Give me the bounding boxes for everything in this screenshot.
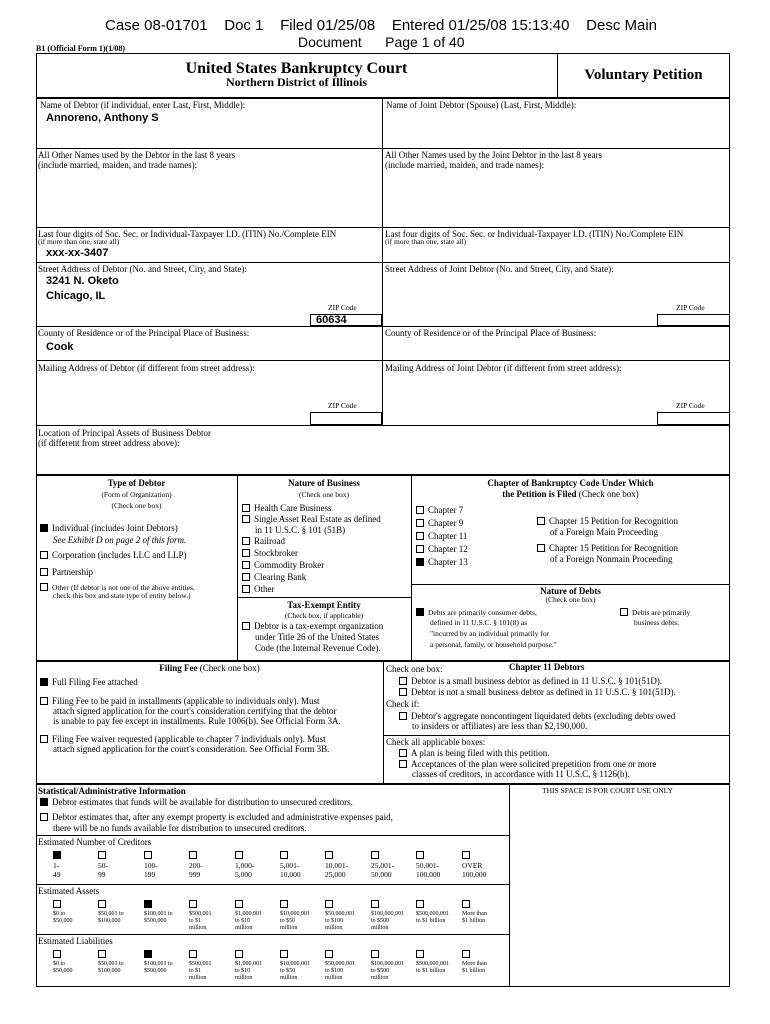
other-entity-option[interactable]: Other (If debtor is not one of the above entities,	[40, 583, 195, 594]
creditors-range-label: 50,000	[371, 870, 392, 879]
creditors-label: Estimated Number of Creditors	[38, 837, 152, 847]
tax-exempt-option[interactable]: Debtor is a tax-exempt organization	[242, 621, 383, 632]
funds-available-option[interactable]: Debtor estimates that funds will be available for distribution to unsecured creditors.	[40, 797, 353, 808]
individual-checkbox[interactable]	[40, 524, 48, 532]
street-address-label: Street Address of Debtor (No. and Street, City, and State):	[38, 264, 247, 274]
liabilities-range-checkbox[interactable]	[416, 950, 424, 958]
zip-field[interactable]: 60634	[316, 314, 347, 326]
chapter-15-main-checkbox[interactable]	[537, 517, 545, 525]
creditors-range-label: 99	[98, 870, 106, 879]
chapter-15-nonmain-line2: of a Foreign Nonmain Proceeding	[550, 554, 673, 564]
chapter-15-nonmain-checkbox[interactable]	[537, 544, 545, 552]
consumer-debts-checkbox[interactable]	[416, 608, 424, 616]
creditors-range-checkbox[interactable]	[462, 851, 470, 859]
consumer-debts-option[interactable]: Debts are primarily consumer debts,	[416, 608, 537, 619]
assets-range-checkbox[interactable]	[189, 900, 197, 908]
nature-of-business-sub: (Check one box)	[299, 490, 349, 499]
liabilities-range-label: million	[325, 975, 343, 981]
single-asset-cite: in 11 U.S.C. § 101 (51B)	[255, 525, 346, 535]
zip-label: ZIP Code	[328, 303, 357, 312]
tax-exempt-line3: Code (the Internal Revenue Code).	[255, 643, 381, 653]
ch11-check-one: Check one box:	[386, 664, 443, 674]
fee-waiver-option[interactable]: Filing Fee waiver requested (applicable to chapter 7 individuals only). Must	[40, 734, 326, 745]
full-fee-option[interactable]: Full Filing Fee attached	[40, 677, 138, 688]
liabilities-range-label: to $1	[189, 968, 202, 974]
assets-range-label: $500,001	[189, 911, 212, 917]
creditors-range-checkbox[interactable]	[189, 851, 197, 859]
individual-option[interactable]: Individual (includes Joint Debtors)	[40, 523, 178, 534]
single-asset-option[interactable]: Single Asset Real Estate as defined	[242, 514, 381, 525]
assets-range-label: to $10	[235, 918, 251, 924]
assets-label: Estimated Assets	[38, 886, 100, 896]
joint-county-label: County of Residence or of the Principal Place of Business:	[385, 328, 597, 338]
small-business-option[interactable]: Debtor is a small business debtor as defined in 11 U.S.C. § 101(51D).	[399, 676, 662, 687]
court-name: United States Bankruptcy Court	[185, 60, 408, 77]
consumer-debts-line4: a personal, family, or household purpose."	[430, 640, 557, 649]
assets-range-label: $100,000	[98, 918, 121, 924]
creditors-range-checkbox[interactable]	[280, 851, 288, 859]
chapter-15-main-option[interactable]: Chapter 15 Petition for Recognition	[537, 516, 678, 527]
creditors-range-label: 200-	[189, 861, 203, 870]
liabilities-range-label: to $50	[280, 968, 296, 974]
form-id: B1 (Official Form 1)(1/08)	[36, 44, 126, 53]
liabilities-range-label: to $500	[371, 968, 390, 974]
chapter-title-2: the Petition is Filed (Check one box)	[502, 489, 639, 499]
assets-range-label: million	[371, 925, 389, 931]
acceptances-line2: classes of creditors, in accordance with 11 U.S.C. § 1126(b).	[412, 769, 630, 779]
assets-range-checkbox[interactable]	[462, 900, 470, 908]
business-debts-checkbox[interactable]	[620, 608, 628, 616]
creditors-range-checkbox[interactable]	[144, 851, 152, 859]
location-assets-label-2: (if different from street address above):	[38, 438, 180, 448]
railroad-option[interactable]: Railroad	[242, 536, 285, 547]
liabilities-range-label: million	[235, 975, 253, 981]
single-asset-checkbox[interactable]	[242, 515, 250, 523]
chapter-12-option[interactable]: Chapter 12	[416, 544, 468, 555]
assets-range-label: to $500	[371, 918, 390, 924]
liabilities-range-label: $50,000	[53, 968, 73, 974]
creditors-range-label: 49	[53, 870, 61, 879]
aggregate-debts-checkbox[interactable]	[399, 712, 407, 720]
liabilities-range-label: $500,001	[189, 961, 212, 967]
creditors-range-checkbox[interactable]	[98, 851, 106, 859]
not-small-business-checkbox[interactable]	[399, 688, 407, 696]
other-business-option[interactable]: Other	[242, 584, 275, 595]
other-entity-checkbox[interactable]	[40, 583, 48, 591]
joint-mailing-zip-label: ZIP Code	[676, 401, 705, 410]
liabilities-range-label: More than	[462, 961, 487, 967]
full-fee-checkbox[interactable]	[40, 678, 48, 686]
liabilities-label: Estimated Liabilities	[38, 936, 113, 946]
creditors-range-checkbox[interactable]	[325, 851, 333, 859]
joint-ssn-sub-label: (if more than one, state all)	[385, 237, 467, 246]
liabilities-range-label: to $1 billion	[416, 968, 446, 974]
assets-range-label: million	[189, 925, 207, 931]
exhibit-d-note: See Exhibit D on page 2 of this form.	[53, 535, 187, 545]
installments-line3: is unable to pay fee except in installments. Rule 1006(b). See Official Form 3A.	[53, 716, 341, 726]
creditors-range-label: 5,000	[235, 870, 252, 879]
location-assets-label: Location of Principal Assets of Business Debtor	[38, 428, 211, 438]
chapter-15-nonmain-option[interactable]: Chapter 15 Petition for Recognition	[537, 543, 678, 554]
joint-other-names-label-2: (include married, maiden, and trade names):	[385, 160, 545, 170]
commodity-broker-checkbox[interactable]	[242, 561, 250, 569]
ssn-label: Last four digits of Soc. Sec. or Individual-Taxpayer I.D. (ITIN) No./Complete EIN	[38, 229, 337, 239]
assets-range-label: $10,000,001	[280, 911, 310, 917]
creditors-range-checkbox[interactable]	[235, 851, 243, 859]
health-care-option[interactable]: Health Care Business	[242, 503, 331, 514]
mailing-zip-field[interactable]	[310, 412, 382, 425]
creditors-range-label: 5,001-	[280, 861, 300, 870]
other-names-label: All Other Names used by the Debtor in the last 8 years	[38, 150, 236, 160]
aggregate-debts-option[interactable]: Debtor's aggregate noncontingent liquidated debts (excluding debts owed	[399, 711, 675, 722]
joint-ssn-label: Last four digits of Soc. Sec. or Individual-Taxpayer I.D. (ITIN) No./Complete EIN	[385, 229, 684, 239]
tax-exempt-line2: under Title 26 of the United States	[255, 632, 379, 642]
consumer-debts-line2: defined in 11 U.S.C. § 101(8) as	[430, 618, 528, 627]
creditors-range-checkbox[interactable]	[53, 851, 61, 859]
assets-range-label: $50,000,001	[325, 911, 355, 917]
chapter-7-option[interactable]: Chapter 7	[416, 505, 463, 516]
assets-range-label: $100,000,001	[371, 911, 404, 917]
chapter-15-main-line2: of a Foreign Main Proceeding	[550, 527, 658, 537]
creditors-range-label: OVER	[462, 861, 483, 870]
assets-range-label: million	[280, 925, 298, 931]
creditors-range-label: 25,000	[325, 870, 346, 879]
joint-zip-label: ZIP Code	[676, 303, 705, 312]
assets-range-label: $0 to	[53, 911, 66, 917]
corporation-option[interactable]: Corporation (includes LLC and LLP)	[40, 550, 186, 561]
creditors-range-label: 100,000	[462, 870, 487, 879]
aggregate-debts-line2: to insiders or affiliates) are less than $2,190,000.	[412, 721, 588, 731]
assets-range-checkbox[interactable]	[144, 900, 152, 908]
liabilities-range-checkbox[interactable]	[280, 950, 288, 958]
creditors-range-label: 999	[189, 870, 201, 879]
liabilities-range-label: $50,000,001	[325, 961, 355, 967]
no-funds-checkbox[interactable]	[40, 813, 48, 821]
liabilities-range-label: $500,000	[144, 968, 167, 974]
joint-mailing-address-label: Mailing Address of Joint Debtor (if different from street address):	[385, 363, 622, 373]
assets-range-checkbox[interactable]	[416, 900, 424, 908]
ch11-check-all: Check all applicable boxes:	[386, 737, 486, 747]
mailing-address-label: Mailing Address of Debtor (if different from street address):	[38, 363, 255, 373]
liabilities-range-label: to $10	[235, 968, 251, 974]
liabilities-range-label: $50,001 to	[98, 961, 124, 967]
joint-mailing-zip-field[interactable]	[657, 412, 730, 425]
assets-range-label: million	[235, 925, 253, 931]
liabilities-range-checkbox[interactable]	[371, 950, 379, 958]
ssn-sub-label: (if more than one, state all)	[38, 237, 120, 246]
voluntary-petition-title: Voluntary Petition	[584, 67, 703, 83]
chapter-9-checkbox[interactable]	[416, 519, 424, 527]
liabilities-range-label: $1 billion	[462, 968, 486, 974]
assets-range-label: More than	[462, 911, 487, 917]
creditors-range-label: 100-	[144, 861, 158, 870]
chapter-9-option[interactable]: Chapter 9	[416, 518, 463, 529]
court-use-label: THIS SPACE IS FOR COURT USE ONLY	[542, 786, 673, 795]
not-small-business-option[interactable]: Debtor is not a small business debtor as defined in 11 U.S.C. § 101(51D).	[399, 687, 676, 698]
liabilities-range-label: $100,000,001	[371, 961, 404, 967]
installments-checkbox[interactable]	[40, 697, 48, 705]
creditors-range-label: 50,001-	[416, 861, 440, 870]
chapter-11-checkbox[interactable]	[416, 532, 424, 540]
other-entity-note: check this box and state type of entity below.)	[53, 591, 191, 600]
plan-filed-checkbox[interactable]	[399, 749, 407, 757]
tax-exempt-title: Tax-Exempt Entity	[287, 600, 361, 610]
creditors-range-label: 50-	[98, 861, 108, 870]
county-label: County of Residence or of the Principal Place of Business:	[38, 328, 250, 338]
ssn-field[interactable]: xxx-xx-3407	[46, 247, 109, 259]
clearing-bank-checkbox[interactable]	[242, 573, 250, 581]
creditors-range-label: 10,000	[280, 870, 301, 879]
assets-range-label: $1,000,001	[235, 911, 262, 917]
debtor-name-label: Name of Debtor (if individual, enter Last, First, Middle):	[40, 100, 246, 110]
liabilities-range-label: $100,000	[98, 968, 121, 974]
ch11-debtors-title: Chapter 11 Debtors	[509, 662, 585, 672]
funds-available-checkbox[interactable]	[40, 798, 48, 806]
type-of-debtor-title: Type of Debtor	[107, 478, 166, 488]
type-of-debtor-sub2: (Check one box)	[111, 501, 162, 510]
debtor-name-field[interactable]: Annoreno, Anthony S	[46, 112, 159, 124]
liabilities-range-checkbox[interactable]	[144, 950, 152, 958]
no-funds-line2: there will be no funds available for distribution to unsecured creditors.	[53, 823, 307, 833]
street-address-line2[interactable]: Chicago, IL	[46, 290, 106, 302]
chapter-13-option[interactable]: Chapter 13	[416, 557, 468, 568]
case-header-line: Case 08-01701 Doc 1 Filed 01/25/08 Entered 01/25/08 15:13:40 Desc Main	[105, 17, 658, 34]
creditors-range-label: 100,000	[416, 870, 441, 879]
creditors-range-label: 1,000-	[235, 861, 255, 870]
joint-other-names-label: All Other Names used by the Joint Debtor in the last 8 years	[385, 150, 602, 160]
assets-range-label: to $50	[280, 918, 296, 924]
liabilities-range-label: million	[280, 975, 298, 981]
chapter-title: Chapter of Bankruptcy Code Under Which	[487, 478, 654, 488]
business-debts-line2: business debts.	[634, 618, 679, 627]
liabilities-range-checkbox[interactable]	[189, 950, 197, 958]
consumer-debts-line3: "incurred by an individual primarily for	[430, 629, 550, 638]
liabilities-range-label: $10,000,001	[280, 961, 310, 967]
joint-zip-field[interactable]	[657, 314, 730, 326]
assets-range-label: to $1	[189, 918, 202, 924]
type-of-debtor-sub1: (Form of Organization)	[101, 490, 172, 499]
assets-range-label: $500,000,001	[416, 911, 449, 917]
assets-range-label: million	[325, 925, 343, 931]
plan-filed-option[interactable]: A plan is being filed with this petition.	[399, 748, 550, 759]
chapter-13-checkbox[interactable]	[416, 558, 424, 566]
assets-range-label: $1 billion	[462, 918, 486, 924]
chapter-7-checkbox[interactable]	[416, 506, 424, 514]
assets-range-label: $50,001 to	[98, 911, 124, 917]
creditors-range-checkbox[interactable]	[371, 851, 379, 859]
liabilities-range-label: million	[371, 975, 389, 981]
county-field[interactable]: Cook	[46, 341, 74, 353]
other-business-checkbox[interactable]	[242, 585, 250, 593]
chapter-11-option[interactable]: Chapter 11	[416, 531, 467, 542]
nature-of-business-title: Nature of Business	[288, 478, 360, 488]
assets-range-checkbox[interactable]	[280, 900, 288, 908]
acceptances-option[interactable]: Acceptances of the plan were solicited prepetition from one or more	[399, 759, 656, 770]
liabilities-range-label: to $100	[325, 968, 344, 974]
partnership-checkbox[interactable]	[40, 568, 48, 576]
railroad-checkbox[interactable]	[242, 537, 250, 545]
filing-fee-title: Filing Fee (Check one box)	[159, 663, 260, 673]
creditors-range-label: 10,001-	[325, 861, 349, 870]
health-care-checkbox[interactable]	[242, 504, 250, 512]
liabilities-range-label: million	[189, 975, 207, 981]
assets-range-checkbox[interactable]	[325, 900, 333, 908]
joint-debtor-name-label: Name of Joint Debtor (Spouse) (Last, First, Middle):	[386, 100, 577, 110]
creditors-range-checkbox[interactable]	[416, 851, 424, 859]
tax-exempt-sub: (Check box, if applicable)	[284, 611, 364, 620]
liabilities-range-checkbox[interactable]	[235, 950, 243, 958]
fee-waiver-checkbox[interactable]	[40, 735, 48, 743]
business-debts-option[interactable]: Debts are primarily	[620, 608, 690, 619]
stockbroker-checkbox[interactable]	[242, 549, 250, 557]
assets-range-label: $500,000	[144, 918, 167, 924]
assets-range-label: to $100	[325, 918, 344, 924]
tax-exempt-checkbox[interactable]	[242, 622, 250, 630]
stockbroker-option[interactable]: Stockbroker	[242, 548, 298, 559]
ch11-check-if: Check if:	[386, 699, 420, 709]
clearing-bank-option[interactable]: Clearing Bank	[242, 572, 306, 583]
document-page-line: Document Page 1 of 40	[298, 34, 465, 50]
other-names-label-2: (include married, maiden, and trade names):	[38, 160, 198, 170]
nature-of-debts-sub: (Check one box)	[545, 595, 596, 604]
liabilities-range-checkbox[interactable]	[53, 950, 61, 958]
installments-line2: attach signed application for the court's consideration certifying that the debtor	[53, 706, 337, 716]
partnership-option[interactable]: Partnership	[40, 567, 93, 578]
liabilities-range-label: $100,001 to	[144, 961, 173, 967]
assets-range-checkbox[interactable]	[53, 900, 61, 908]
liabilities-range-checkbox[interactable]	[462, 950, 470, 958]
district-name: Northern District of Illinois	[226, 75, 367, 89]
joint-street-address-label: Street Address of Joint Debtor (No. and Street, City, and State):	[385, 264, 614, 274]
chapter-12-checkbox[interactable]	[416, 545, 424, 553]
assets-range-checkbox[interactable]	[371, 900, 379, 908]
liabilities-range-label: $0 to	[53, 961, 66, 967]
assets-range-label: $100,001 to	[144, 911, 173, 917]
assets-range-label: $50,000	[53, 918, 73, 924]
commodity-broker-option[interactable]: Commodity Broker	[242, 560, 324, 571]
fee-waiver-line2: attach signed application for the court's consideration. See Official Form 3B.	[53, 744, 330, 754]
small-business-checkbox[interactable]	[399, 677, 407, 685]
assets-range-checkbox[interactable]	[98, 900, 106, 908]
creditors-range-label: 1-	[53, 861, 60, 870]
corporation-checkbox[interactable]	[40, 551, 48, 559]
no-funds-option[interactable]: Debtor estimates that, after any exempt property is excluded and administrative expenses paid,	[40, 812, 393, 823]
assets-range-checkbox[interactable]	[235, 900, 243, 908]
liabilities-range-checkbox[interactable]	[325, 950, 333, 958]
statistical-title: Statistical/Administrative Information	[38, 786, 186, 796]
creditors-range-label: 25,001-	[371, 861, 395, 870]
liabilities-range-checkbox[interactable]	[98, 950, 106, 958]
assets-range-label: to $1 billion	[416, 918, 446, 924]
creditors-range-label: 199	[144, 870, 156, 879]
street-address-line1[interactable]: 3241 N. Oketo	[46, 275, 119, 287]
acceptances-checkbox[interactable]	[399, 760, 407, 768]
installments-option[interactable]: Filing Fee to be paid in installments (applicable to individuals only). Must	[40, 696, 319, 707]
nature-of-debts-title: Nature of Debts	[540, 586, 601, 596]
mailing-zip-label: ZIP Code	[328, 401, 357, 410]
liabilities-range-label: $1,000,001	[235, 961, 262, 967]
liabilities-range-label: $500,000,001	[416, 961, 449, 967]
